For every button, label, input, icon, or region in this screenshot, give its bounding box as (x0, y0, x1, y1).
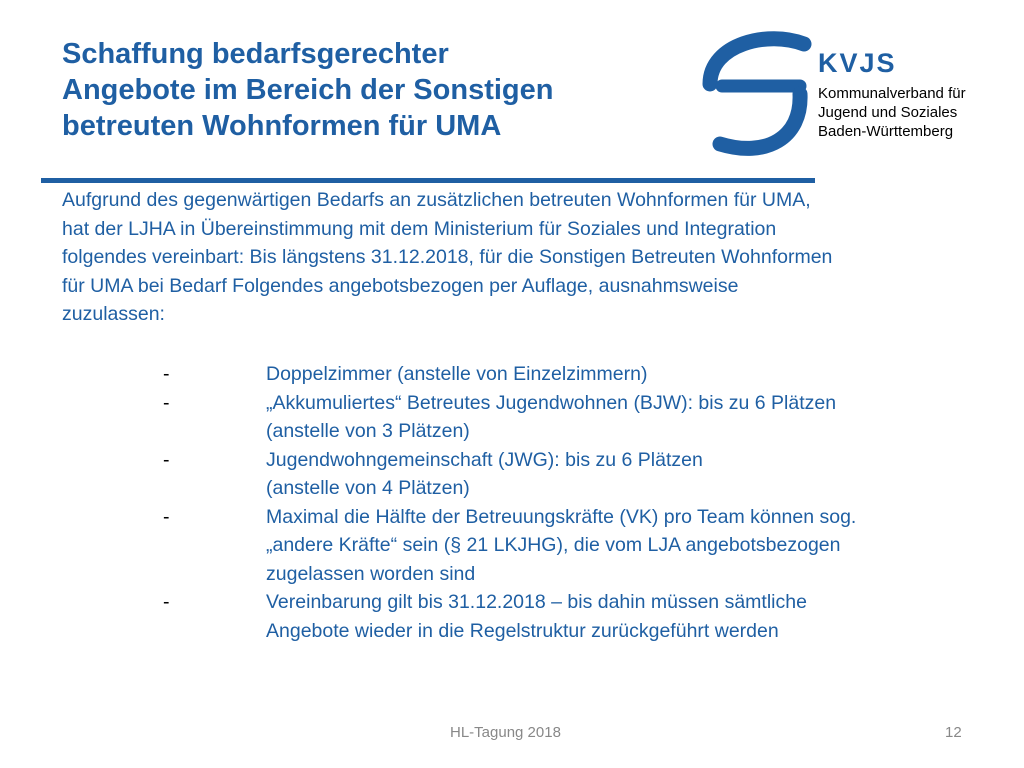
page-number: 12 (945, 724, 962, 741)
logo-subtitle-line: Kommunalverband für (818, 85, 966, 102)
title-line: Angebote im Bereich der Sonstigen (62, 74, 554, 106)
list-item-line: Doppelzimmer (anstelle von Einzelzimmern) (266, 363, 648, 385)
logo-text (818, 48, 966, 141)
list-item-text (266, 360, 1024, 389)
logo-abbreviation: KVJS (818, 48, 897, 78)
slide-title (62, 36, 702, 144)
list-item-line: „andere Kräfte“ sein (§ 21 LKJHG), die vom LJA angebotsbezogen (266, 534, 841, 556)
bullet-dash: - (163, 591, 170, 613)
kvjs-logo (700, 26, 990, 166)
list-item-line: „Akkumuliertes“ Betreutes Jugendwohnen (BJW): bis zu 6 Plätzen (266, 391, 837, 414)
list-item (0, 503, 1024, 589)
logo-subtitle (818, 84, 966, 141)
bullet-dash: - (163, 505, 170, 528)
list-item-line: (anstelle von 4 Plätzen) (266, 477, 470, 499)
title-divider (41, 178, 815, 183)
kvjs-logo-mark-icon (700, 26, 818, 166)
intro-line: folgendes vereinbart: Bis längstens 31.12.2018, für die Sonstigen Betreuten Wohnformen (62, 246, 833, 268)
list-item (0, 446, 1024, 503)
list-item-line: Jugendwohngemeinschaft (JWG): bis zu 6 Plätzen (266, 448, 703, 471)
bullet-dash: - (163, 391, 170, 414)
logo-mark-top-arc (710, 39, 804, 84)
list-item (0, 588, 1024, 645)
bullet-dash: - (163, 363, 170, 385)
intro-line: Aufgrund des gegenwärtigen Bedarfs an zusätzlichen betreuten Wohnformen für UMA, (62, 189, 811, 211)
title-line: Schaffung bedarfsgerechter (62, 38, 449, 70)
bullet-dash: - (163, 448, 170, 471)
list-item-text (266, 503, 1024, 589)
logo-subtitle-line: Baden-Württemberg (818, 123, 954, 140)
list-item-line: (anstelle von 3 Plätzen) (266, 420, 470, 442)
list-item-text (266, 588, 1024, 645)
footer-event: HL-Tagung 2018 (450, 724, 561, 741)
list-item-line: Vereinbarung gilt bis 31.12.2018 – bis dahin müssen sämtliche (266, 591, 807, 613)
bullet-list (0, 360, 1024, 645)
list-item-line: Angebote wieder in die Regelstruktur zurückgeführt werden (266, 619, 779, 642)
intro-line: für UMA bei Bedarf Folgendes angebotsbezogen per Auflage, ausnahmsweise (62, 274, 739, 297)
list-item-text (266, 389, 1024, 446)
list-item-text (266, 446, 1024, 503)
list-item (0, 360, 1024, 389)
intro-line: zuzulassen: (62, 303, 165, 325)
list-item-line: Maximal die Hälfte der Betreuungskräfte (VK) pro Team können sog. (266, 505, 857, 528)
title-line: betreuten Wohnformen für UMA (62, 110, 502, 142)
list-item (0, 389, 1024, 446)
logo-subtitle-line: Jugend und Soziales (818, 104, 958, 121)
intro-line: hat der LJHA in Übereinstimmung mit dem Ministerium für Soziales und Integration (62, 217, 777, 240)
intro-paragraph (62, 186, 982, 329)
logo-mark-bottom-arc (720, 94, 800, 148)
list-item-line: zugelassen worden sind (266, 562, 476, 585)
